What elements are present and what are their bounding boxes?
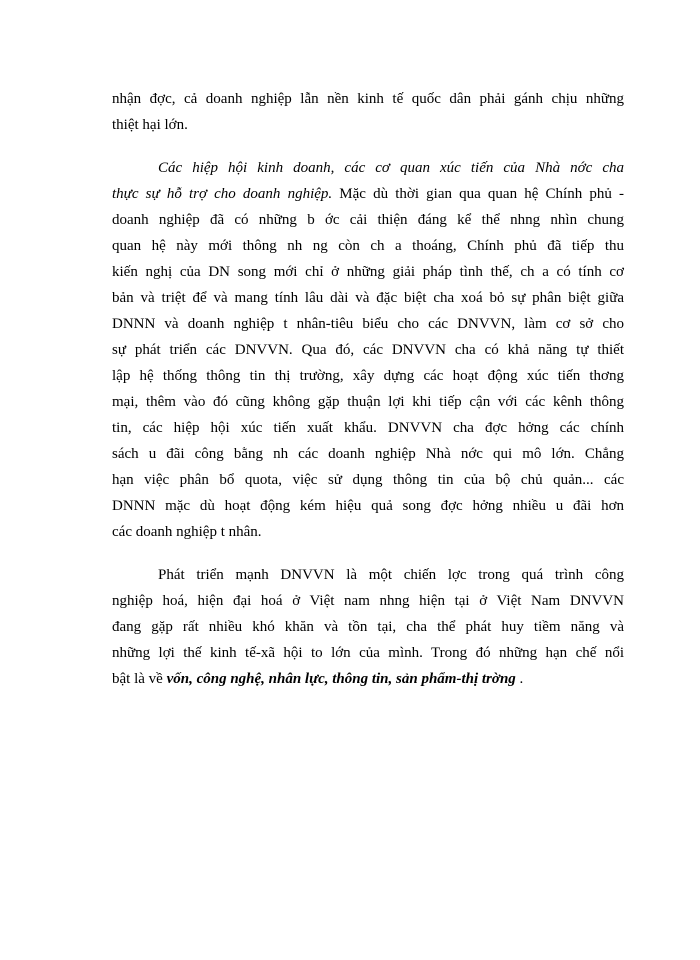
italic-heading-text: Các hiệp hội kinh doanh, các cơ quan xúc tiến của Nhà nớc cha bbox=[158, 160, 624, 176]
paragraph-line: doanh nghiệp đã có những b ớc cải thiện đáng kể thể nhng nhìn chung bbox=[112, 212, 624, 228]
paragraph-1 bbox=[112, 86, 624, 138]
paragraph-line bbox=[112, 666, 624, 692]
body-text: Mặc dù thời gian qua quan hệ Chính phủ - bbox=[332, 186, 624, 202]
paragraph-3 bbox=[112, 562, 624, 692]
paragraph-line: quan hệ này mới thông nh ng còn ch a thoáng, Chính phủ đã tiếp thu bbox=[112, 238, 624, 254]
paragraph-line: sách u đãi công bằng nh các doanh nghiệp Nhà nớc qui mô lớn. Chẳng bbox=[112, 446, 624, 462]
paragraph-line bbox=[112, 155, 624, 181]
paragraph-line: những lợi thế kinh tế-xã hội to lớn của mình. Trong đó những hạn chế nổi bbox=[112, 645, 624, 661]
document-body bbox=[112, 86, 624, 692]
body-text: . bbox=[515, 671, 524, 687]
paragraph-line: đang gặp rất nhiều khó khăn và tồn tại, cha thể phát huy tiềm năng và bbox=[112, 619, 624, 635]
paragraph-line bbox=[112, 181, 624, 207]
paragraph-line: thiệt hại lớn. bbox=[112, 117, 188, 133]
paragraph-line: DNNN mặc dù hoạt động kém hiệu quả song đợc hởng nhiều u đãi hơn bbox=[112, 498, 624, 514]
paragraph-line: sự phát triển các DNVVN. Qua đó, các DNVVN cha có khả năng tự thiết bbox=[112, 342, 624, 358]
paragraph-line: tin, các hiệp hội xúc tiến xuất khẩu. DNVVN cha đợc hởng các chính bbox=[112, 420, 624, 436]
paragraph-line: Phát triển mạnh DNVVN là một chiến lợc trong quá trình công bbox=[158, 567, 624, 583]
paragraph-line: nghiệp hoá, hiện đại hoá ở Việt nam nhng hiện tại ở Việt Nam DNVVN bbox=[112, 593, 624, 609]
paragraph-2 bbox=[112, 155, 624, 545]
paragraph-line: lập hệ thống thông tin thị trường, xây dựng các hoạt động xúc tiến thơng bbox=[112, 368, 624, 384]
paragraph-line: DNNN và doanh nghiệp t nhân-tiêu biểu cho các DNVVN, làm cơ sở cho bbox=[112, 316, 624, 332]
body-text: bật là về bbox=[112, 671, 167, 687]
emphasized-text: vốn, công nghệ, nhân lực, thông tin, sản phẩm-thị trờng bbox=[166, 671, 516, 687]
paragraph-line: bản và triệt để và mang tính lâu dài và đặc biệt cha xoá bỏ sự phân biệt giữa bbox=[112, 290, 624, 306]
italic-heading-text: thực sự hỗ trợ cho doanh nghiệp. bbox=[112, 186, 333, 202]
paragraph-line: hạn việc phân bổ quota, việc sử dụng thông tin của bộ chủ quản... các bbox=[112, 472, 624, 488]
paragraph-line: nhận đợc, cả doanh nghiệp lẫn nền kinh tế quốc dân phải gánh chịu những bbox=[112, 91, 624, 107]
paragraph-line: mại, thêm vào đó cũng không gặp thuận lợi khi tiếp cận với các kênh thông bbox=[112, 394, 624, 410]
paragraph-spacer bbox=[112, 545, 624, 562]
paragraph-spacer bbox=[112, 138, 624, 155]
paragraph-line: kiến nghị của DN song mới chỉ ở những giải pháp tình thế, ch a có tính cơ bbox=[112, 264, 624, 280]
paragraph-line: các doanh nghiệp t nhân. bbox=[112, 524, 262, 540]
